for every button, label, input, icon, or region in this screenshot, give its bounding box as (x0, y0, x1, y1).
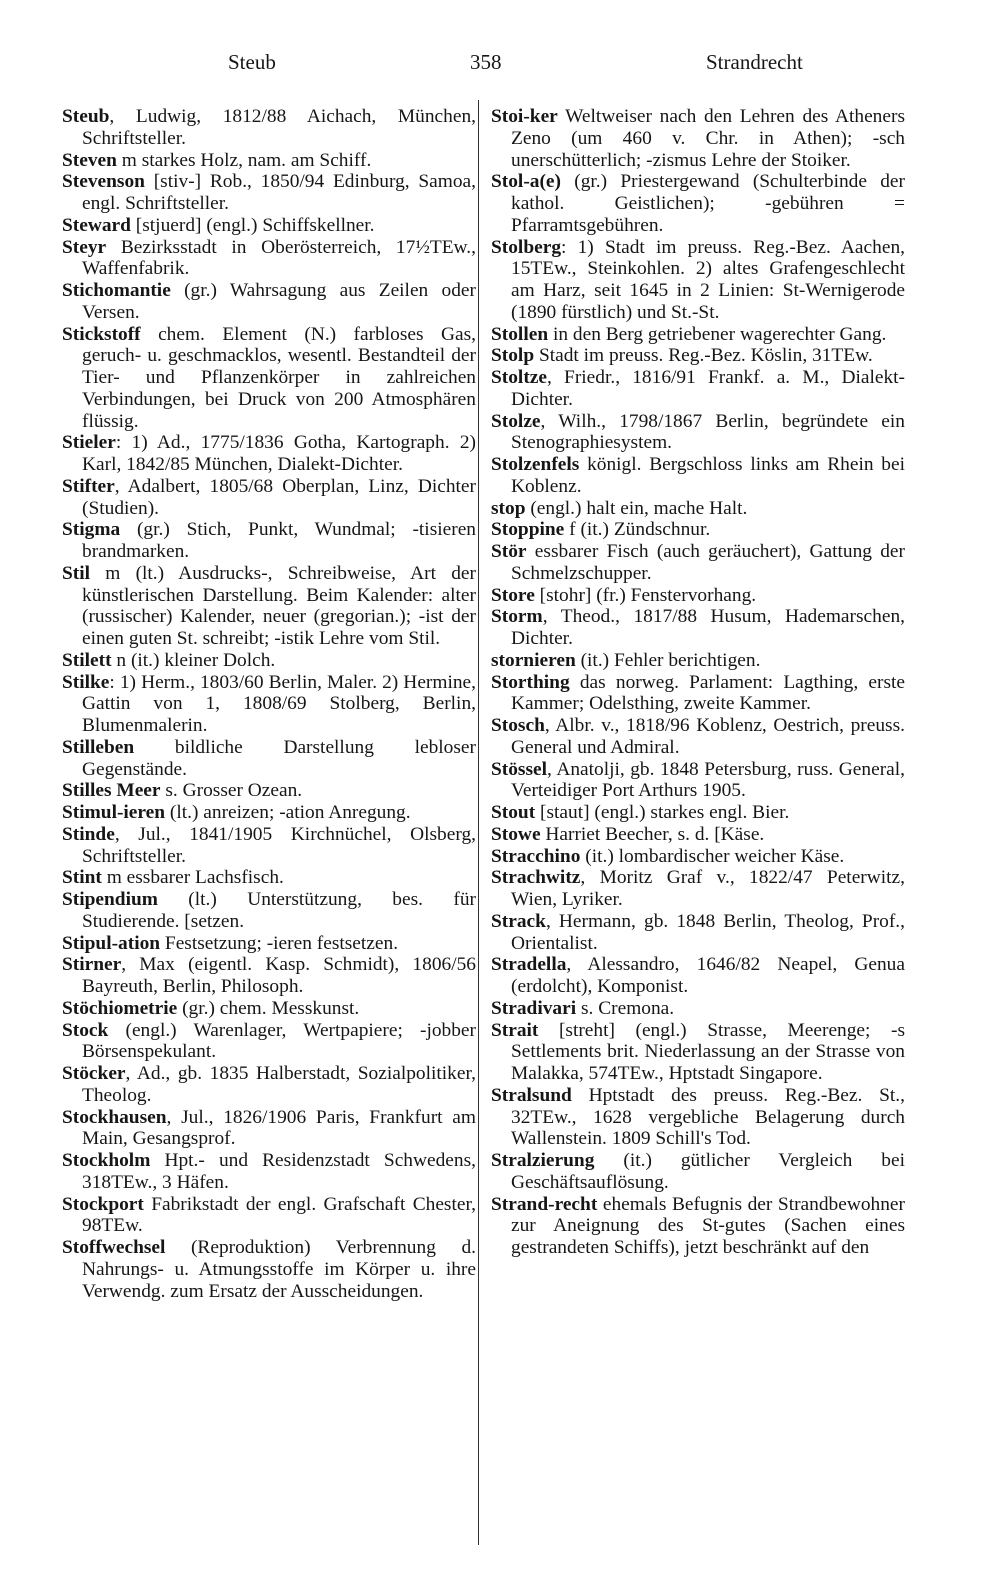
dictionary-entry (491, 324, 905, 346)
entry-definition: Festsetzung; -ieren festsetzen. (160, 932, 399, 954)
entry-headword: Strand-recht (491, 1193, 598, 1215)
entry-definition: n (it.) kleiner Dolch. (111, 649, 276, 671)
entry-definition: [stjuerd] (engl.) Schiffskellner. (130, 214, 375, 236)
dictionary-entry (491, 106, 905, 171)
dictionary-entry (62, 824, 476, 868)
entry-definition: das norweg. Parlament: Lagthing, erste Kammer; Odelsthing, zweite Kammer. (511, 671, 905, 715)
entry-headword: Stolp (491, 345, 535, 367)
entry-headword: Stracchino (491, 845, 581, 867)
entry-headword: Stradella (491, 954, 567, 976)
entry-headword: Stralzierung (491, 1150, 595, 1171)
running-head-right: Strandrecht (706, 50, 803, 74)
dictionary-entry (62, 889, 476, 933)
entry-headword: Steward (62, 214, 131, 236)
dictionary-entry (62, 1063, 476, 1107)
entry-headword: Stolzenfels (491, 454, 580, 475)
entry-headword: Stint (62, 867, 102, 889)
entry-definition: (lt.) Unterstützung, bes. für Studierende. [setzen. (82, 889, 476, 932)
left-column (62, 106, 476, 1302)
dictionary-entry (491, 998, 905, 1020)
entry-headword: Stradivari (491, 997, 577, 1019)
dictionary-entry (62, 672, 476, 737)
entry-headword: Stieler (62, 432, 116, 454)
entry-headword: stop (491, 497, 526, 519)
dictionary-entry (491, 672, 905, 716)
entry-headword: Steub (62, 106, 110, 127)
entry-definition: [stiv-] Rob., 1850/94 Edinburg, Samoa, engl. Schriftsteller. (82, 171, 476, 214)
entry-definition: , Ad., gb. 1835 Halberstadt, Sozialpolitiker, Theolog. (82, 1063, 476, 1106)
dictionary-entry (491, 650, 905, 672)
entry-definition: s. Grosser Ozean. (160, 780, 303, 802)
dictionary-entry (491, 1194, 905, 1259)
entry-headword: Stichomantie (62, 280, 171, 301)
entry-headword: Stöchiometrie (62, 997, 178, 1019)
dictionary-entry (491, 585, 905, 607)
entry-headword: Stipul-ation (62, 932, 161, 954)
entry-definition: s. Cremona. (576, 997, 675, 1019)
dictionary-entry (62, 780, 476, 802)
dictionary-entry (491, 954, 905, 998)
entry-definition: m starkes Holz, nam. am Schiff. (116, 149, 372, 171)
dictionary-entry (62, 106, 476, 150)
entry-definition: essbarer Fisch (auch geräuchert), Gattung der Schmelzschupper. (511, 541, 905, 584)
entry-headword: Stilke (62, 671, 110, 693)
entry-headword: Stoffwechsel (62, 1237, 166, 1258)
entry-headword: Stevenson (62, 171, 145, 193)
dictionary-entry (62, 650, 476, 672)
running-head-left: Steub (228, 50, 276, 74)
entry-definition: : 1) Ad., 1775/1836 Gotha, Kartograph. 2) Karl, 1842/85 München, Dialekt-Dichter. (82, 432, 476, 475)
entry-headword: Stifter (62, 475, 115, 497)
dictionary-entry (62, 998, 476, 1020)
entry-headword: Stolberg (491, 236, 562, 258)
entry-headword: Stollen (491, 323, 549, 345)
entry-definition: , Moritz Graf v., 1822/47 Peterwitz, Wien, Lyriker. (511, 867, 905, 910)
entry-headword: Stilleben (62, 736, 135, 758)
dictionary-entry (491, 606, 905, 650)
dictionary-entry (62, 1194, 476, 1238)
entry-definition: (it.) Fehler berichtigen. (575, 649, 761, 671)
dictionary-entry (491, 345, 905, 367)
entry-headword: Steven (62, 149, 117, 171)
entry-definition: Harriet Beecher, s. d. [Käse. (540, 823, 765, 845)
dictionary-entry (491, 911, 905, 955)
dictionary-entry (491, 237, 905, 324)
entry-definition: (Reproduktion) Verbrennung d. Nahrungs- u. Atmungsstoffe im Körper u. ihre Verwendg. zum Ersatz der Ausscheidungen. (82, 1237, 476, 1302)
entry-definition: Stadt im preuss. Reg.-Bez. Köslin, 31TEw. (534, 345, 873, 367)
entry-definition: Fabrikstadt der engl. Grafschaft Chester, 98TEw. (82, 1193, 476, 1237)
entry-definition: f (it.) Zündschnur. (564, 519, 711, 541)
entry-definition: (engl.) halt ein, mache Halt. (525, 497, 748, 519)
entry-definition: (it.) gütlicher Vergleich bei Geschäftsauflösung. (511, 1150, 905, 1193)
dictionary-entry (62, 1150, 476, 1194)
dictionary-entry (62, 280, 476, 324)
entry-headword: Stössel (491, 758, 548, 780)
dictionary-entry (491, 824, 905, 846)
dictionary-entry (62, 563, 476, 650)
entry-headword: Stirner (62, 954, 122, 976)
entry-definition: (gr.) Priestergewand (Schulterbinde der kathol. Geistlichen); -gebühren = Pfarramtsgebühren. (511, 171, 905, 236)
entry-definition: Weltweiser nach den Lehren des Atheners Zeno (um 460 v. Chr. in Athen); -sch unerschütterlich; -zismus Lehre der Stoiker. (511, 106, 905, 171)
entry-definition: ehemals Befugnis der Strandbewohner zur Aneignung des St-gutes (Sachen eines gestrandeten Schiffs), jetzt beschränkt auf den (511, 1193, 905, 1258)
right-column (491, 106, 905, 1259)
entry-headword: Strack (491, 910, 546, 932)
entry-definition: Hpt.- und Residenzstadt Schwedens, 318TEw., 3 Häfen. (82, 1150, 476, 1193)
entry-definition: (gr.) chem. Messkunst. (177, 997, 360, 1019)
entry-headword: Storm (491, 606, 543, 628)
entry-definition: [streht] (engl.) Strasse, Meerenge; -s Settlements brit. Niederlassung an der Strasse von Malakka, 574TEw., Hptstadt Singapore. (511, 1019, 905, 1084)
entry-headword: Steyr (62, 236, 107, 258)
entry-headword: Stilett (62, 649, 112, 671)
entry-definition: königl. Bergschloss links am Rhein bei Koblenz. (511, 454, 905, 497)
dictionary-entry (491, 715, 905, 759)
entry-headword: Stimul-ieren (62, 802, 166, 823)
entry-headword: Stör (491, 541, 527, 562)
entry-definition: , Anatolji, gb. 1848 Petersburg, russ. General, Verteidiger Port Arthurs 1905. (511, 758, 905, 802)
dictionary-entry (491, 367, 905, 411)
column-divider (478, 100, 479, 1545)
entry-headword: Stosch (491, 715, 545, 736)
dictionary-entry (62, 933, 476, 955)
entry-definition: : 1) Herm., 1803/60 Berlin, Maler. 2) Hermine, Gattin von 1, 1808/69 Stolberg, Berlin, Blumenmalerin. (82, 671, 476, 736)
entry-definition: , Adalbert, 1805/68 Oberplan, Linz, Dichter (Studien). (82, 475, 476, 519)
entry-headword: Stickstoff (62, 323, 141, 345)
dictionary-entry (491, 1020, 905, 1085)
dictionary-entry (62, 1237, 476, 1302)
entry-definition: , Theod., 1817/88 Husum, Hademarschen, Dichter. (511, 606, 905, 649)
entry-definition: [stohr] (fr.) Fenstervorhang. (534, 584, 757, 606)
entry-definition: , Hermann, gb. 1848 Berlin, Theolog, Prof., Orientalist. (511, 910, 905, 954)
entry-definition: , Jul., 1826/1906 Paris, Frankfurt am Main, Gesangsprof. (82, 1106, 476, 1150)
dictionary-entry (62, 215, 476, 237)
entry-definition: , Ludwig, 1812/88 Aichach, München, Schriftsteller. (82, 106, 476, 149)
entry-definition: Hptstadt des preuss. Reg.-Bez. St., 32TEw., 1628 vergebliche Belagerung durch Wallenstein. 1809 Schill's Tod. (511, 1084, 905, 1150)
dictionary-entry (62, 954, 476, 998)
dictionary-entry (62, 171, 476, 215)
entry-headword: Stockport (62, 1193, 144, 1215)
entry-headword: Stoltze (491, 367, 547, 388)
entry-headword: Stout (491, 802, 536, 823)
entry-definition: (gr.) Wahrsagung aus Zeilen oder Versen. (82, 280, 476, 323)
entry-headword: Storthing (491, 671, 570, 693)
dictionary-entry (491, 454, 905, 498)
entry-headword: Stolze (491, 410, 541, 432)
dictionary-entry (62, 802, 476, 824)
entry-headword: Stil (62, 562, 91, 584)
entry-headword: stornieren (491, 649, 576, 671)
dictionary-entry (62, 237, 476, 281)
entry-definition: bildliche Darstellung lebloser Gegenstände. (82, 736, 476, 780)
entry-definition: m (lt.) Ausdrucks-, Schreibweise, Art der künstlerischen Darstellung. Beim Kalender: alter (russischer) Kalender, neuer (gregorian.); -ist der einen guten St. schreibt; -istik Lehre vom Stil. (82, 562, 476, 649)
dictionary-entry (62, 324, 476, 433)
dictionary-entry (491, 519, 905, 541)
dictionary-entry (62, 1020, 476, 1064)
dictionary-entry (62, 150, 476, 172)
entry-definition: Bezirksstadt in Oberösterreich, 17½TEw., Waffenfabrik. (82, 236, 476, 280)
entry-headword: Stinde (62, 823, 115, 845)
dictionary-entry (491, 411, 905, 455)
entry-headword: Strait (491, 1019, 539, 1041)
entry-headword: Stralsund (491, 1084, 572, 1106)
page-number: 358 (470, 50, 502, 74)
entry-definition: (lt.) anreizen; -ation Anregung. (165, 802, 411, 823)
dictionary-entry (491, 1150, 905, 1194)
dictionary-entry (62, 519, 476, 563)
entry-definition: , Friedr., 1816/91 Frankf. a. M., Dialekt-Dichter. (511, 367, 905, 410)
entry-definition: , Jul., 1841/1905 Kirchnüchel, Olsberg, Schriftsteller. (82, 823, 476, 867)
dictionary-entry (62, 432, 476, 476)
entry-definition: (gr.) Stich, Punkt, Wundmal; -tisieren brandmarken. (82, 519, 476, 562)
entry-headword: Stockholm (62, 1150, 151, 1171)
entry-headword: Stoppine (491, 519, 565, 541)
entry-headword: Stigma (62, 519, 121, 541)
entry-definition: chem. Element (N.) farbloses Gas, geruch- u. geschmacklos, wesentl. Bestandteil der Tier- und Pflanzenkörper in zahlreichen Verbindungen, bei Druck von 200 Atmosphären flüssig. (82, 323, 476, 432)
entry-definition: : 1) Stadt im preuss. Reg.-Bez. Aachen, 15TEw., Steinkohlen. 2) altes Grafengeschlecht am Harz, seit 1645 in 2 Linien: St-Wernigerode (1890 fürstlich) und St.-St. (511, 236, 905, 323)
entry-definition: , Max (eigentl. Kasp. Schmidt), 1806/56 Bayreuth, Berlin, Philosoph. (82, 954, 476, 997)
dictionary-entry (491, 541, 905, 585)
entry-definition: (it.) lombardischer weicher Käse. (580, 845, 845, 867)
dictionary-entry (62, 1107, 476, 1151)
entry-headword: Stipendium (62, 889, 158, 910)
dictionary-entry (62, 867, 476, 889)
entry-definition: m essbarer Lachsfisch. (101, 867, 284, 889)
dictionary-entry (491, 802, 905, 824)
entry-definition: , Wilh., 1798/1867 Berlin, begründete ein Stenographiesystem. (511, 410, 905, 454)
dictionary-entry (491, 846, 905, 868)
entry-headword: Stol-a(e) (491, 171, 561, 193)
dictionary-entry (62, 737, 476, 781)
entry-headword: Stockhausen (62, 1106, 167, 1128)
entry-definition: (engl.) Warenlager, Wertpapiere; -jobber Börsenspekulant. (82, 1019, 476, 1063)
entry-headword: Stilles Meer (62, 780, 161, 802)
dictionary-entry (62, 476, 476, 520)
entry-definition: in den Berg getriebener wagerechter Gang. (548, 323, 887, 345)
entry-definition: , Albr. v., 1818/96 Koblenz, Oestrich, preuss. General und Admiral. (511, 715, 905, 758)
entry-headword: Store (491, 584, 535, 606)
entry-headword: Strachwitz (491, 867, 581, 889)
dictionary-entry (491, 498, 905, 520)
dictionary-entry (491, 171, 905, 236)
dictionary-entry (491, 867, 905, 911)
entry-headword: Stock (62, 1019, 109, 1041)
entry-headword: Stowe (491, 823, 541, 845)
dictionary-entry (491, 759, 905, 803)
entry-definition: [staut] (engl.) starkes engl. Bier. (535, 802, 790, 823)
dictionary-entry (491, 1085, 905, 1150)
entry-headword: Stöcker (62, 1063, 126, 1084)
running-head (60, 50, 940, 90)
entry-headword: Stoi-ker (491, 106, 558, 127)
entry-definition: , Alessandro, 1646/82 Neapel, Genua (erdolcht), Komponist. (511, 954, 905, 997)
